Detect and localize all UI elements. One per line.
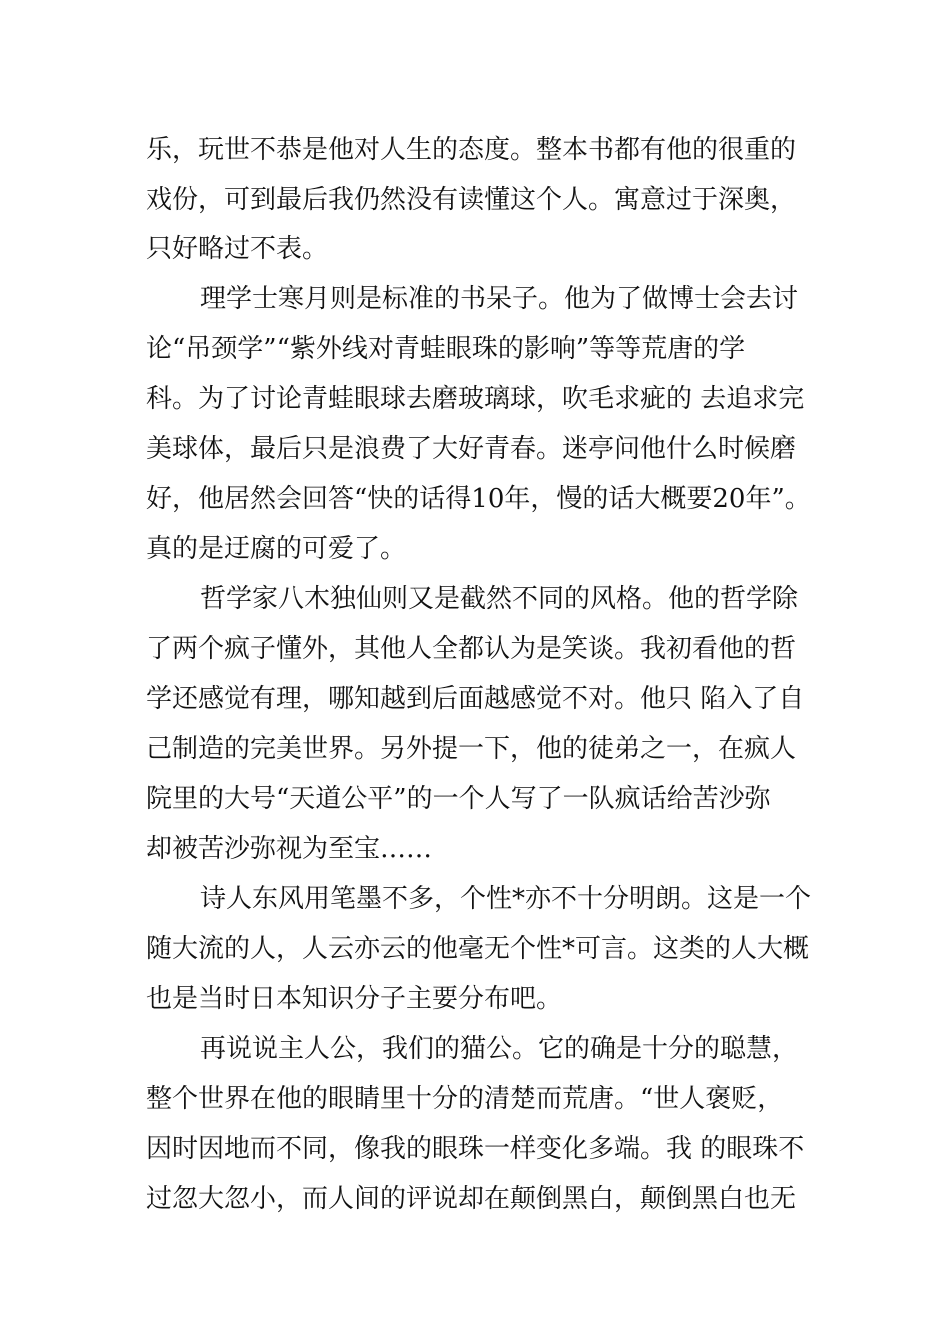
text-line: 乐，玩世不恭是他对人生的态度。整本书都有他的很重的: [146, 135, 797, 165]
text-line: 科。为了讨论青蛙眼球去磨玻璃球，吹毛求疵的 去追求完: [146, 384, 805, 414]
text-line: 美球体，最后只是浪费了大好青春。迷亭问他什么时候磨: [146, 434, 797, 464]
paragraph-first-line: 诗人东风用笔墨不多，个性*亦不十分明朗。这是一个: [200, 884, 812, 914]
text-line: 好，他居然会回答“快的话得10年，慢的话大概要20年”。: [146, 484, 811, 514]
text-line: 真的是迂腐的可爱了。: [146, 534, 407, 564]
text-line: 过忽大忽小，而人间的评说却在颠倒黑白，颠倒黑白也无: [146, 1184, 797, 1214]
text-line: 了两个疯子懂外，其他人全都认为是笑谈。我初看他的哲: [146, 634, 797, 664]
text-line: 己制造的完美世界。另外提一下，他的徒弟之一，在疯人: [146, 734, 797, 764]
text-line: 整个世界在他的眼睛里十分的清楚而荒唐。“世人褒贬，: [146, 1084, 784, 1114]
paragraph-first-line: 哲学家八木独仙则又是截然不同的风格。他的哲学除: [200, 584, 799, 614]
text-line: 只好略过不表。: [146, 234, 329, 264]
text-line: 却被苦沙弥视为至宝……: [146, 834, 433, 864]
text-line: 院里的大号“天道公平”的一个人写了一队疯话给苦沙弥: [146, 784, 771, 814]
text-line: 学还感觉有理，哪知越到后面越感觉不对。他只 陷入了自: [146, 684, 805, 714]
text-line: 因时因地而不同，像我的眼珠一样变化多端。我 的眼珠不: [146, 1134, 805, 1164]
text-line: 戏份，可到最后我仍然没有读懂这个人。寓意过于深奥，: [146, 185, 797, 215]
paragraph-first-line: 理学士寒月则是标准的书呆子。他为了做博士会去讨: [200, 284, 799, 314]
text-line: 论“吊颈学”“紫外线对青蛙眼珠的影响”等等荒唐的学: [146, 334, 746, 364]
text-line: 随大流的人，人云亦云的他毫无个性*可言。这类的人大概: [146, 934, 810, 964]
text-line: 也是当时日本知识分子主要分布吧。: [146, 984, 563, 1014]
paragraph-first-line: 再说说主人公，我们的猫公。它的确是十分的聪慧，: [200, 1034, 799, 1064]
